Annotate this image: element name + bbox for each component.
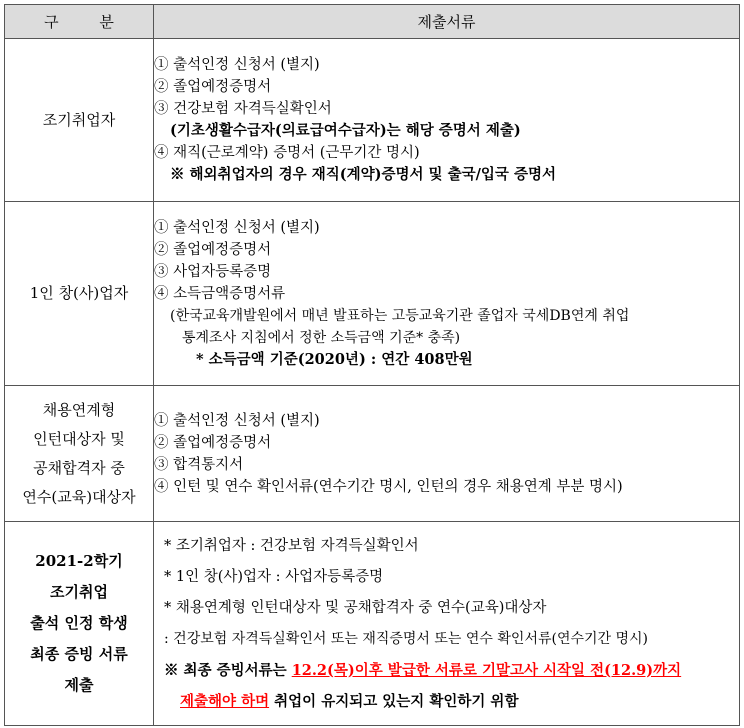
documents-cell	[154, 522, 740, 726]
list-item: (한국교육개발원에서 매년 발표하는 고등교육기관 졸업자 국세DB연계 취업	[170, 307, 630, 324]
list-item: * 조기취업자 : 건강보험 자격득실확인서	[164, 537, 419, 554]
category-cell	[5, 39, 154, 202]
category-label: 연수(교육)대상자	[22, 487, 136, 506]
list-item: ② 졸업예정증명서	[154, 241, 272, 258]
header-documents: 제출서류	[154, 5, 740, 39]
list-item: ① 출석인정 신청서 (별지)	[154, 219, 320, 236]
list-item: * 채용연계형 인턴대상자 및 공채합격자 중 연수(교육)대상자	[164, 599, 547, 616]
category-cell	[5, 386, 154, 522]
list-item: (기초생활수급자(의료급여수급자)는 해당 증명서 제출)	[170, 122, 521, 139]
final-note	[164, 655, 739, 686]
table-row	[5, 39, 740, 202]
list-item: ② 졸업예정증명서	[154, 79, 272, 95]
documents-cell	[154, 202, 740, 386]
note-item: * 소득금액 기준(2020년) : 연간 408만원	[196, 350, 473, 368]
category-cell	[5, 522, 154, 726]
list-item: ④ 소득금액증명서류	[154, 285, 286, 302]
table-row	[5, 202, 740, 386]
documents-cell	[154, 386, 740, 522]
category-label: 제출	[64, 676, 94, 694]
document-table	[4, 4, 740, 726]
header-row	[5, 5, 740, 39]
category-label: 1인 창(사)업자	[29, 284, 129, 302]
documents-cell	[154, 39, 740, 202]
list-item: ① 출석인정 신청서 (별지)	[154, 57, 320, 73]
category-label: 2021-2학기	[35, 552, 123, 570]
category-label: 인턴대상자 및	[33, 429, 125, 448]
list-item: ① 출석인정 신청서 (별지)	[154, 412, 320, 429]
list-item: ④ 인턴 및 연수 확인서류(연수기간 명시, 인턴의 경우 채용연계 부분 명시)	[154, 478, 623, 495]
list-item: ④ 재직(근로계약) 증명서 (근무기간 명시)	[154, 145, 420, 161]
list-item: ② 졸업예정증명서	[154, 434, 272, 451]
category-label: 출석 인정 학생	[30, 614, 128, 632]
category-label: 조기취업	[50, 583, 108, 601]
list-item: : 건강보험 자격득실확인서 또는 재직증명서 또는 연수 확인서류(연수기간 명시)	[164, 630, 649, 647]
header-category: 구 분	[5, 5, 154, 39]
category-label: 공채합격자 중	[33, 458, 125, 477]
category-cell	[5, 202, 154, 386]
list-item: ③ 합격통지서	[154, 456, 244, 473]
list-item: * 1인 창(사)업자 : 사업자등록증명	[164, 568, 384, 585]
table-row	[5, 522, 740, 726]
note-prefix: ※ 최종 증빙서류는	[164, 661, 292, 679]
category-label: 채용연계형	[42, 400, 116, 419]
list-item: 통계조사 지침에서 정한 소득금액 기준* 충족)	[182, 329, 461, 346]
note-deadline: 12.2(목)이후 발급한 서류로 기말고사 시작일 전(12.9)까지	[291, 661, 682, 679]
final-note-cont	[164, 686, 739, 717]
list-item: ③ 사업자등록증명	[154, 263, 272, 280]
category-label: 최종 증빙 서류	[30, 645, 128, 663]
note-must-submit: 제출해야 하며	[180, 692, 270, 710]
note-item: ※ 해외취업자의 경우 재직(계약)증명서 및 출국/입국 증명서	[170, 166, 556, 183]
category-label: 조기취업자	[42, 110, 116, 129]
table-row	[5, 386, 740, 522]
list-item: ③ 건강보험 자격득실확인서	[154, 101, 332, 117]
note-suffix: 취업이 유지되고 있는지 확인하기 위함	[269, 692, 519, 710]
